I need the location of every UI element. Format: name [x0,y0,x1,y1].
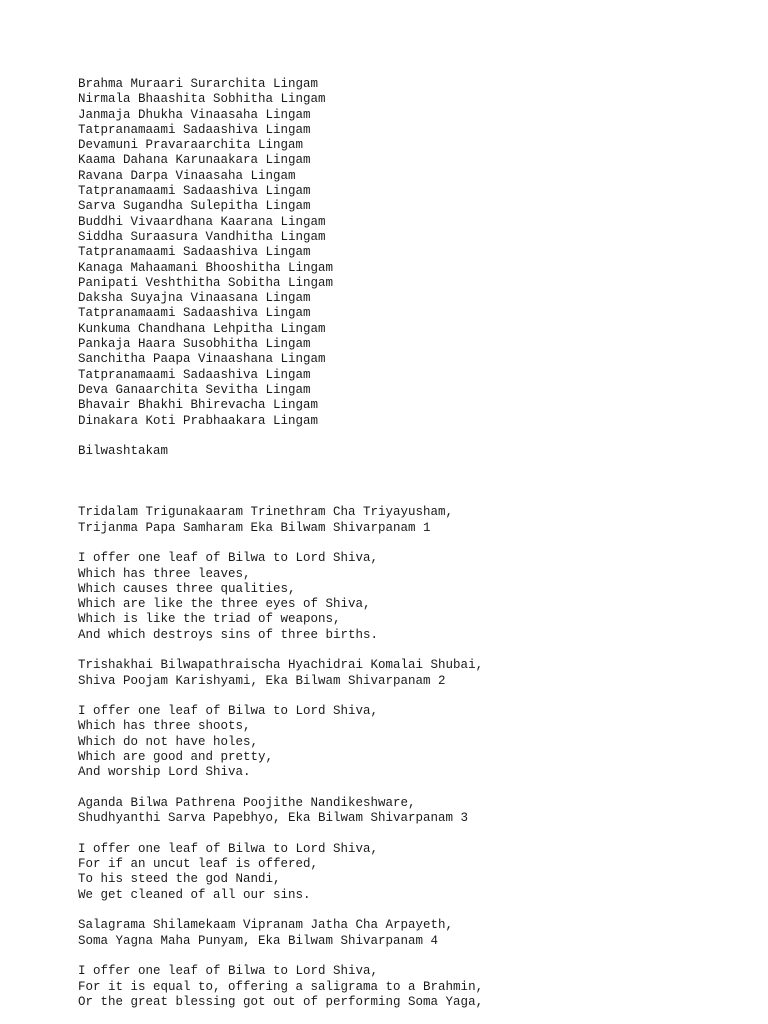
text-line: Siddha Suraasura Vandhitha Lingam [78,229,326,244]
text-line: Brahma Muraari Surarchita Lingam [78,77,319,91]
sanskrit-line: Soma Yagna Maha Punyam, Eka Bilwam Shivarpanam 4 [78,933,439,948]
translation-line: I offer one leaf of Bilwa to Lord Shiva, [78,704,379,719]
verse-4 [78,918,758,1010]
translation-line: For if an uncut leaf is offered, [78,857,319,872]
text-line: Sanchitha Paapa Vinaashana Lingam [78,352,326,367]
text-line: Kaama Dahana Karunaakara Lingam [78,153,311,168]
translation-line: I offer one leaf of Bilwa to Lord Shiva, [78,964,379,979]
text-line: Dinakara Koti Prabhaakara Lingam [78,413,319,428]
text-line: Bhavair Bhakhi Bhirevacha Lingam [78,398,319,413]
translation-line: Which is like the triad of weapons, [78,612,341,627]
translation-line: Which causes three qualities, [78,581,296,596]
sanskrit-line: Trishakhai Bilwapathraischa Hyachidrai Komalai Shubai, [78,658,484,673]
text-line: Buddhi Vivaardhana Kaarana Lingam [78,214,326,229]
translation-line: Which do not have holes, [78,734,259,749]
sanskrit-line: Shudhyanthi Sarva Papebhyo, Eka Bilwam Shivarpanam 3 [78,811,469,826]
text-line: Nirmala Bhaashita Sobhitha Lingam [78,92,326,107]
sanskrit-line: Shiva Poojam Karishyami, Eka Bilwam Shivarpanam 2 [78,673,446,688]
text-line: Kanaga Mahaamani Bhooshitha Lingam [78,260,334,275]
translation-line: I offer one leaf of Bilwa to Lord Shiva, [78,551,379,566]
sanskrit-line: Salagrama Shilamekaam Vipranam Jatha Cha Arpayeth, [78,918,454,933]
translation-line: For it is equal to, offering a saligrama to a Brahmin, [78,979,484,994]
text-line: Panipati Veshthitha Sobitha Lingam [78,275,334,290]
translation-line: Which are good and pretty, [78,750,274,765]
document-page [78,77,758,1010]
translation-line: Which has three leaves, [78,566,251,581]
text-line: Tatpranamaami Sadaashiva Lingam [78,122,311,137]
text-line: Sarva Sugandha Sulepitha Lingam [78,199,311,214]
translation-line: And worship Lord Shiva. [78,765,251,780]
translation-line: Or the great blessing got out of performing Soma Yaga, [78,994,484,1009]
text-line: Ravana Darpa Vinaasaha Lingam [78,168,296,183]
translation-line: And which destroys sins of three births. [78,627,379,642]
translation-line: I offer one leaf of Bilwa to Lord Shiva, [78,841,379,856]
verse-3 [78,796,758,903]
sanskrit-line: Aganda Bilwa Pathrena Poojithe Nandikeshware, [78,795,416,810]
text-line: Devamuni Pravaraarchita Lingam [78,138,304,153]
verse-1 [78,505,758,643]
sanskrit-line: Trijanma Papa Samharam Eka Bilwam Shivarpanam 1 [78,520,431,535]
section-title: Bilwashtakam [78,444,169,459]
text-line: Tatpranamaami Sadaashiva Lingam [78,184,311,199]
text-line: Pankaja Haara Susobhitha Lingam [78,337,311,352]
text-line: Kunkuma Chandhana Lehpitha Lingam [78,321,326,336]
lingashtakam-lines [78,77,758,429]
translation-line: We get cleaned of all our sins. [78,887,311,902]
text-line: Deva Ganaarchita Sevitha Lingam [78,382,311,397]
sanskrit-line: Tridalam Trigunakaaram Trinethram Cha Triyayusham, [78,505,454,520]
text-line: Tatpranamaami Sadaashiva Lingam [78,306,311,321]
text-line: Janmaja Dhukha Vinaasaha Lingam [78,107,311,122]
translation-line: To his steed the god Nandi, [78,872,281,887]
verse-2 [78,658,758,780]
text-line: Daksha Suyajna Vinaasana Lingam [78,291,311,306]
translation-line: Which has three shoots, [78,719,251,734]
text-line: Tatpranamaami Sadaashiva Lingam [78,367,311,382]
text-line: Tatpranamaami Sadaashiva Lingam [78,245,311,260]
translation-line: Which are like the three eyes of Shiva, [78,597,371,612]
